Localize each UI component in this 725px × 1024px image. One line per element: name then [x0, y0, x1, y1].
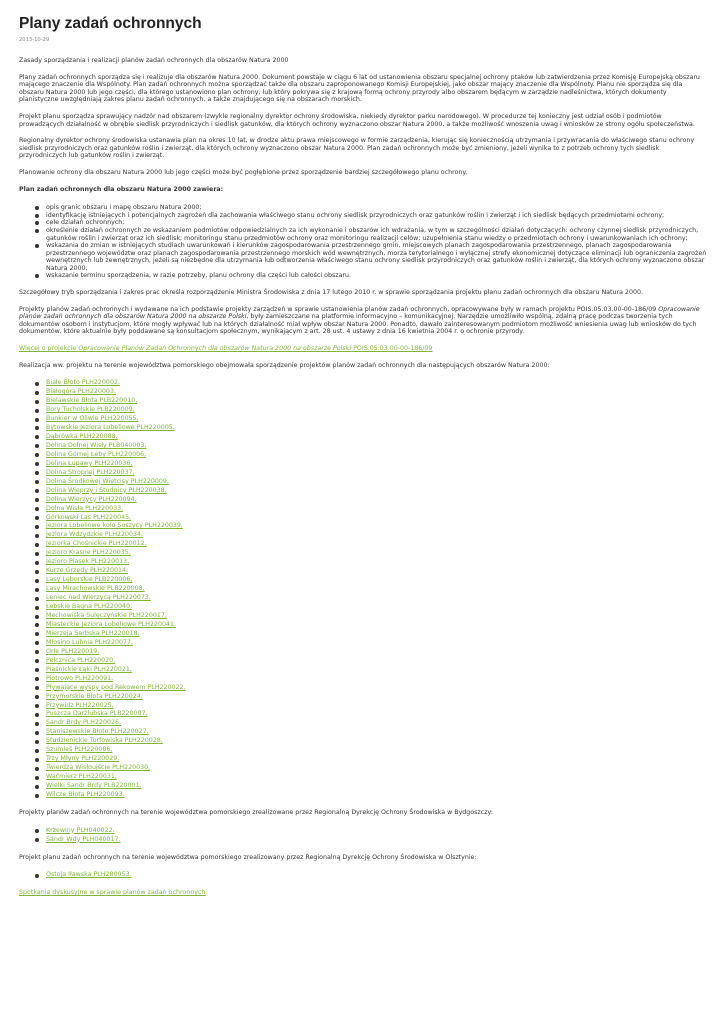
area-link[interactable]: Mierzeja Sarbska PLH220018,: [46, 629, 140, 637]
bydgoszcz-areas-list: [19, 827, 707, 845]
area-link[interactable]: Jeziorka Chośnickie PLH220012,: [46, 540, 147, 548]
paragraph: Planowanie ochrony dla obszaru Natura 2000 lub jego części może być pogłębione przez sporządzenie bardziej szczegółowego planu ochrony.: [19, 168, 468, 176]
area-link[interactable]: Dolina Górnej Łeby PLH220006,: [46, 450, 147, 458]
area-list-item: [19, 657, 707, 666]
area-link[interactable]: Studzienickie Torfowiska PLH220028,: [46, 737, 163, 745]
page-title: Plany zadań ochronnych: [19, 15, 202, 32]
area-link[interactable]: Przymorskie Błota PLH220024,: [46, 692, 143, 700]
area-list-item: [19, 514, 707, 523]
area-list-item: [19, 460, 707, 469]
area-list-item: [19, 702, 707, 711]
area-list-item: [19, 567, 707, 576]
area-list-item: [19, 639, 707, 648]
area-link[interactable]: Białe Błoto PLH220002,: [46, 379, 120, 387]
area-list-item: [19, 433, 707, 442]
contents-list-item: wskazania do zmian w istniejących studiach uwarunkowań i kierunków zagospodarowania przestrzennego gmin, miejscowych planach zagospodarowania przestrzennego, planach zagospodarowania przestrzennego województw oraz planach zagospodarowania przestrzennego morskich wód wewnętrznych, morza terytorialnego i wyłącznej strefy ekonomicznej dotyczące eliminacji lub ograniczenia zagrożeń wewnętrznych lub zewnętrznych, jeżeli są niezbędne dla utrzymania lub odtworzenia właściwego stanu ochrony siedlisk przyrodniczych oraz gatunków roślin i zwierząt, dla których ochrony wyznaczono obszar Natura 2000;: [19, 242, 707, 272]
area-link[interactable]: Ostoja Iławska PLH280053.: [46, 871, 132, 879]
area-list-item: [19, 424, 707, 433]
project-link-prefix: Więcej o projekcie: [19, 345, 79, 353]
area-list-item: [19, 406, 707, 415]
project-more-link[interactable]: [19, 345, 432, 352]
area-link[interactable]: Krzewiny PLH040022,: [46, 826, 115, 834]
area-link[interactable]: Jeziora Lobeliowe koło Soszycy PLH220039,: [46, 522, 183, 530]
area-link[interactable]: Orle PLH220019,: [46, 647, 100, 655]
area-link[interactable]: Kurze Grzędy PLH220014,: [46, 567, 129, 575]
area-list-item: [19, 719, 707, 728]
area-list-item: [19, 836, 707, 845]
area-link[interactable]: Mechowiska Sulęczyńskie PLH220017,: [46, 612, 167, 619]
area-list-item: [19, 388, 707, 397]
project-link-title: Opracowanie Planów Zadań Ochronnych dla obszarów Natura 2000 na obszarze Polski: [78, 345, 352, 353]
contents-list-item: określenie działań ochronnych ze wskazaniem podmiotów odpowiedzialnych za ich wykonanie i obszarów ich wdrażania, w tym w szczególności działań dotyczących: ochrony czynnej siedlisk przyrodniczych, gatunków roślin i zwierząt oraz ich siedlisk; monitoringu stanu przedmiotów ochrony oraz monitoringu realizacji celów; uzupełnienia stanu wiedzy o przedmiotach ochrony i uwarunkowaniach ich ochrony;: [19, 227, 707, 242]
paragraph: Projekt planu sporządza sprawujący nadzór nad obszarem (zwykle regionalny dyrektor ochrony środowiska, niekiedy dyrektor parku narodowego). W procedurze tej konieczny jest udział osób i podmiotów prowadzących działalność w obrębie siedlisk przyrodniczych i siedlisk gatunków, dla których ochrony wyznaczono obszar Natura 2000, a także możliwość wnoszenia uwag i wniosków ze strony ogółu społeczeństwa.: [19, 112, 695, 128]
contents-list-item: identyfikację istniejących i potencjalnych zagrożeń dla zachowania właściwego stanu ochrony siedlisk przyrodniczych oraz gatunków roślin i zwierząt i ich siedlisk będących przedmiotami ochrony;: [19, 212, 707, 220]
area-list-item: [19, 487, 707, 496]
area-link[interactable]: Staniszewskie Błoto PLH220027,: [46, 728, 149, 736]
area-link[interactable]: Dolina Dolnej Wisły PLB040003,: [46, 441, 147, 449]
area-link[interactable]: Dolina Środkowej Wietcisy PLH220009,: [46, 477, 169, 485]
area-link[interactable]: Bielawskie Błota PLB220010,: [46, 397, 138, 405]
contents-list-item: opis granic obszaru i mapę obszaru Natura 2000;: [19, 204, 707, 212]
area-list-item: [19, 549, 707, 558]
regulation-text: Szczegółowy tryb sporządzania i zakres prac określa rozporządzenie Ministra Środowiska z dnia 17 lutego 2010 r. w sprawie sporządzania projektu planu zadań ochronnych dla obszaru Natura 2000.: [19, 289, 643, 297]
area-list-item: [19, 379, 707, 388]
project-link-paragraph: [19, 345, 707, 353]
project-text: [19, 306, 707, 336]
area-link[interactable]: Białogóra PLH220003,: [46, 388, 116, 396]
area-link[interactable]: Lasy Lęborskie PLB220006,: [46, 576, 133, 584]
area-list-item: [19, 755, 707, 764]
area-link[interactable]: Jeziora Wdzydzkie PLH220034,: [46, 531, 143, 539]
area-link[interactable]: Pływające wyspy pod Rekowem PLH220022,: [46, 683, 186, 691]
area-list-item: [19, 442, 707, 451]
area-link[interactable]: Dolina Wierzycy PLH220094,: [46, 495, 137, 503]
area-list-item: [19, 728, 707, 737]
area-list-item: [19, 496, 707, 505]
area-link[interactable]: Sandr Wdy PLH040017.: [46, 835, 121, 843]
area-link[interactable]: Dolna Wisła PLH220033,: [46, 504, 124, 512]
area-link[interactable]: Wilcze Błota PLH220093.: [46, 791, 125, 799]
area-link[interactable]: Puszcza Darżlubska PLB220007,: [46, 710, 148, 718]
area-link[interactable]: Waćmierz PLH220031,: [46, 773, 117, 781]
area-list-item: [19, 558, 707, 567]
olsztyn-areas-list: [19, 871, 707, 880]
publication-date: 2013-10-29: [19, 37, 50, 43]
area-link[interactable]: Trzy Młyny PLH220029,: [46, 755, 120, 763]
project-text-before: Projekty planów zadań ochronnych i wydawane na ich podstawie projekty zarządzeń w sprawie ustanowienia planów zadań ochronnych, opracowywane były w ramach projektu POIS.05.03.00-00-186/09: [19, 305, 659, 313]
area-list-item: [19, 666, 707, 675]
area-link[interactable]: Przywidz PLH220025,: [46, 701, 114, 709]
area-list-item: [19, 684, 707, 693]
area-list-item: [19, 782, 707, 791]
area-list-item: [19, 585, 707, 594]
article: [19, 14, 707, 897]
area-list-item: [19, 710, 707, 719]
area-link[interactable]: Jezioro Krasne PLH220035,: [46, 549, 131, 557]
contents-list-item: cele działań ochronnych;: [19, 219, 707, 227]
area-list-item: [19, 621, 707, 630]
contents-list: [19, 204, 707, 280]
area-list-item: [19, 505, 707, 514]
area-link[interactable]: Jezioro Piasek PLH220013,: [46, 558, 130, 566]
area-list-item: [19, 871, 707, 880]
area-list-item: [19, 415, 707, 424]
area-link[interactable]: Młosino Lubnia PLH220077,: [46, 638, 134, 646]
project-text-title: Opracowanie planów zadań ochronnych dla obszarów Natura 2000 na obszarze Polski: [19, 305, 700, 321]
area-list-item: [19, 675, 707, 684]
area-link[interactable]: Lasy Mirachowskie PLB220008,: [46, 585, 145, 593]
intro-text: Zasady sporządzania i realizacji planów zadań ochronnych dla obszarów Natura 2000: [19, 57, 289, 64]
pomorskie-areas-list: [19, 379, 707, 800]
area-list-item: [19, 397, 707, 406]
area-link[interactable]: Dolina Łupawy PLH220036,: [46, 459, 133, 467]
area-link[interactable]: Pełcznica PLH220020,: [46, 656, 116, 664]
area-link[interactable]: Łebskie Bagna PLH220040,: [46, 603, 133, 611]
area-list-item: [19, 469, 707, 478]
meetings-link[interactable]: Spotkania dyskusyjne w sprawie planów zadań ochronnych: [19, 889, 206, 897]
area-link[interactable]: Górkowski Las PLH220045,: [46, 513, 132, 521]
area-link[interactable]: Piaśnickie Łąki PLH220021,: [46, 665, 132, 673]
area-link[interactable]: Dąbrówka PLH220088,: [46, 432, 118, 440]
area-list-item: [19, 746, 707, 755]
area-list-item: [19, 737, 707, 746]
area-list-item: [19, 576, 707, 585]
olsztyn-intro: Projekt planu zadań ochronnych na terenie województwa pomorskiego zrealizowany przez Regionalną Dyrekcję Ochrony Środowiska w Olsztynie:: [19, 853, 477, 861]
area-link[interactable]: Miasteckie Jeziora Lobeliowe PLH220041,: [46, 620, 177, 628]
contents-list-item: wskazanie terminu sporządzenia, w razie potrzeby, planu ochrony dla części lub całości obszaru.: [19, 272, 707, 280]
area-link[interactable]: Dolina Stropnej PLH220037,: [46, 468, 135, 476]
area-list-item: [19, 764, 707, 773]
area-link[interactable]: Piotrowo PLH220091,: [46, 674, 114, 682]
area-link[interactable]: Szumleś PLH220086,: [46, 746, 113, 754]
area-list-item: [19, 451, 707, 460]
area-list-item: [19, 594, 707, 603]
area-list-item: [19, 630, 707, 639]
area-list-item: [19, 693, 707, 702]
area-link[interactable]: Bory Tucholskie PLB220009,: [46, 406, 135, 414]
area-list-item: [19, 791, 707, 800]
project-link-suffix: POIS.05.03.00-00-186/09: [351, 345, 433, 353]
area-link[interactable]: Leniec nad Wierzycą PLH220073,: [46, 594, 151, 602]
area-list-item: [19, 773, 707, 782]
area-link[interactable]: Wielki Sandr Brdy PLB220001,: [46, 782, 142, 790]
contents-heading: Plan zadań ochronnych dla obszaru Natura 2000 zawiera:: [19, 185, 224, 193]
area-list-item: [19, 478, 707, 487]
bydgoszcz-intro: Projekty planów zadań ochronnych na terenie województwa pomorskiego zrealizowane przez Regionalną Dyrekcję Ochrony Środowiska w Bydgoszczy:: [19, 809, 493, 817]
area-list-item: [19, 648, 707, 657]
area-list-item: [19, 522, 707, 531]
area-list-item: [19, 603, 707, 612]
area-link[interactable]: Twierdza Wisłoujście PLH220030,: [46, 764, 151, 772]
area-link[interactable]: Dolina Wieprzy i Studnicy PLH220038,: [46, 486, 167, 494]
area-link[interactable]: Sandr Brdy PLH220026,: [46, 719, 122, 727]
area-list-item: [19, 612, 707, 621]
area-list-item: [19, 827, 707, 836]
paragraph: Regionalny dyrektor ochrony środowiska ustanawia plan na okres 10 lat, w drodze aktu prawa miejscowego w formie zarządzenia, kierując się koniecznością utrzymania i przywracania do właściwego stanu ochrony siedlisk przyrodniczych oraz gatunków roślin i zwierząt, dla których ochrony wyznaczono obszar Natura 2000. Plan zadań ochronnych może być zmieniony, jeżeli wynika to z potrzeb ochrony tych siedlisk przyrodniczych lub gatunków roślin i zwierząt.: [19, 137, 695, 160]
area-link[interactable]: Bunkier w Oliwie PLH220055,: [46, 415, 139, 423]
project-text-after: , były zamieszczane na platformie informacyjno – komunikacyjnej. Narzędzie umożliwiło wspólną, zdalną pracę podczas tworzenia tych dokumentów osobom i instytucjom, które mogły wpływać lub na których działalność miał wpływ obszar Natura 2000. Ponadto, dawało zainteresowanym podmiotom możliwość wniesienia uwag lub wniosków do tych dokumentów, które aktualnie były poddawane są konsultacjom społecznym, wynikającym z art. 28 ust. 4 ustawy z dnia 16 kwietnia 2004 r. o ochronie przyrody.: [19, 313, 697, 336]
area-list-item: [19, 540, 707, 549]
area-link[interactable]: Bytowskie Jeziora Lobeliowe PLH220005,: [46, 423, 175, 431]
pomorskie-intro: Realizacja ww. projektu na terenie województwa pomorskiego obejmowała sporządzenie projektów planów zadań ochronnych dla następujących obszarów Natura 2000:: [19, 361, 550, 369]
footer-link-paragraph: [19, 889, 707, 897]
paragraph: Plany zadań ochronnych sporządza się i realizuje dla obszarów Natura 2000. Dokument powstaje w ciągu 6 lat od ustanowienia obszaru specjalnej ochrony ptaków lub zatwierdzenia przez Komisję Europejską obszaru mającego znaczenie dla Wspólnoty. Plan zadań ochronnych można sporządzać także dla obszaru zaproponowanego Komisji Europejskiej, jako obszar mający znaczenie dla Wspólnoty. Planu nie sporządza się dla obszaru Natura 2000 lub jego części, dla którego ustanowiono plan ochrony, lub który pokrywa się z krajową formą ochrony przyrody albo obszarem będącym w zarządzie nadleśnictwa, których dokumenty planistyczne uwzględniają zakres planu zadań ochronnych, a także znajdującego się na obszarach morskich.: [19, 73, 700, 104]
